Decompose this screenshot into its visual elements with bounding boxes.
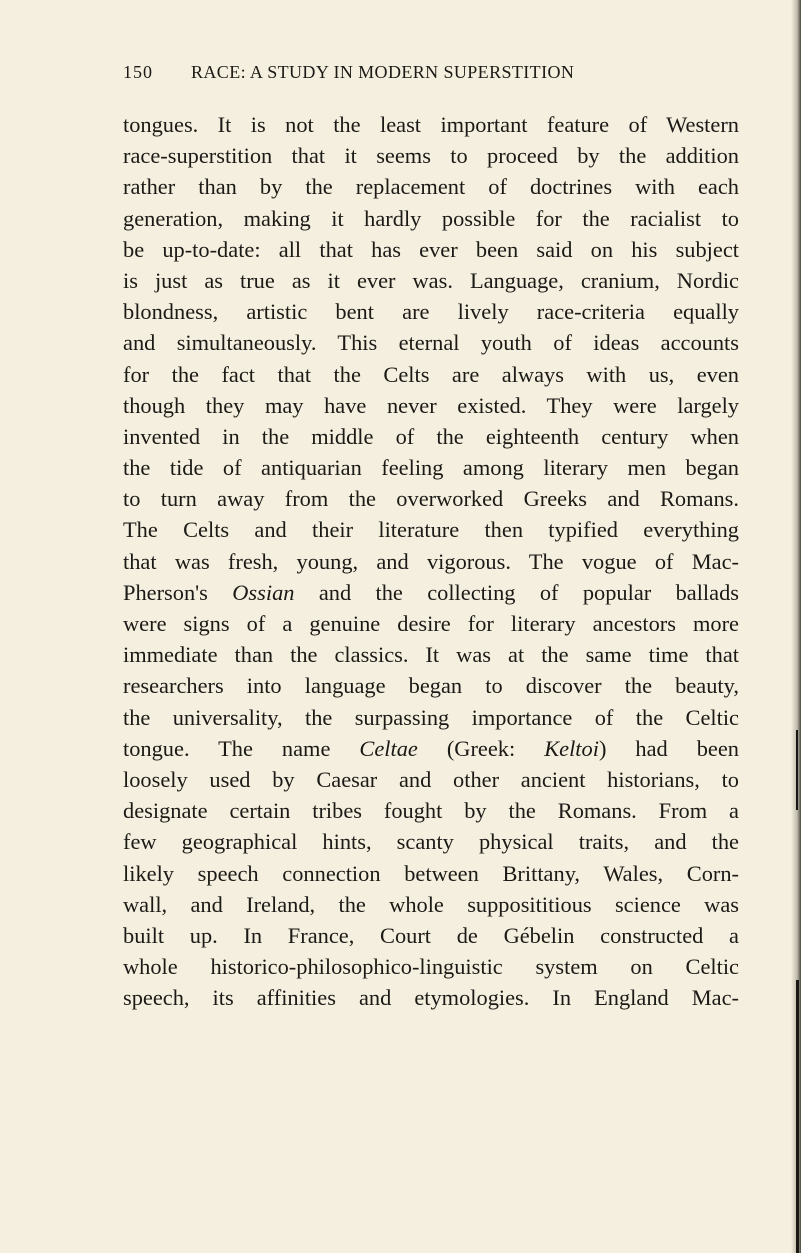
page-edge-mark [796,980,799,1253]
text-line: race-superstition that it seems to proceed by the addition [123,143,739,169]
text-line-with-italic [123,577,739,608]
page-number: 150 [123,62,153,82]
text-line: built up. In France, Court de Gébelin constructed a [123,922,739,948]
text-line: wall, and Ireland, the whole supposititious science was [123,891,739,917]
text-line: were signs of a genuine desire for literary ancestors more [123,611,739,636]
text-fragment: and the collecting of popular ballads [294,579,739,605]
text-line: likely speech connection between Brittany, Wales, Corn- [123,860,739,886]
text-line: generation, making it hardly possible for the racialist to [123,205,739,231]
text-line: for the fact that the Celts are always with us, even [123,361,739,387]
page-edge-mark [796,730,798,810]
text-line: to turn away from the overworked Greeks and Romans. [123,486,739,512]
italic-term-keltoi: Keltoi [544,735,599,761]
text-fragment: Pherson's [123,579,233,605]
text-line: though they may have never existed. They were largely [123,392,739,418]
text-line: the tide of antiquarian feeling among literary men began [123,455,739,481]
text-line: is just as true as it ever was. Language, cranium, Nordic [123,267,739,293]
text-line: the universality, the surpassing importance of the Celtic [123,704,739,730]
italic-title-ossian: Ossian [232,579,295,605]
text-line-with-italic [123,733,739,764]
text-line: whole historico-philosophico-linguistic system on Celtic [123,954,739,980]
text-fragment: tongue. The name [123,735,360,761]
text-fragment: ) had been [598,735,739,761]
text-line: loosely used by Caesar and other ancient historians, to [123,766,739,792]
running-head [123,62,683,83]
text-line: speech, its affinities and etymologies. In England Mac- [123,985,739,1011]
text-line: be up-to-date: all that has ever been said on his subject [123,236,739,262]
body-text [123,109,739,1013]
text-line: and simultaneously. This eternal youth of ideas accounts [123,330,739,356]
text-line: that was fresh, young, and vigorous. The vogue of Mac- [123,548,739,574]
text-line: blondness, artistic bent are lively race-criteria equally [123,299,739,325]
text-line: immediate than the classics. It was at the same time that [123,642,739,668]
text-line: invented in the middle of the eighteenth century when [123,423,739,449]
text-fragment: (Greek: [417,735,545,761]
text-line: designate certain tribes fought by the Romans. From a [123,798,739,824]
text-line: few geographical hints, scanty physical traits, and the [123,829,739,855]
text-line: tongues. It is not the least important feature of Western [123,112,739,137]
text-line: The Celts and their literature then typified everything [123,517,739,543]
italic-term-celtae: Celtae [359,735,418,761]
running-title: RACE: A STUDY IN MODERN SUPERSTITION [191,62,575,82]
text-line: researchers into language began to discover the beauty, [123,673,739,699]
text-line: rather than by the replacement of doctrines with each [123,174,739,200]
